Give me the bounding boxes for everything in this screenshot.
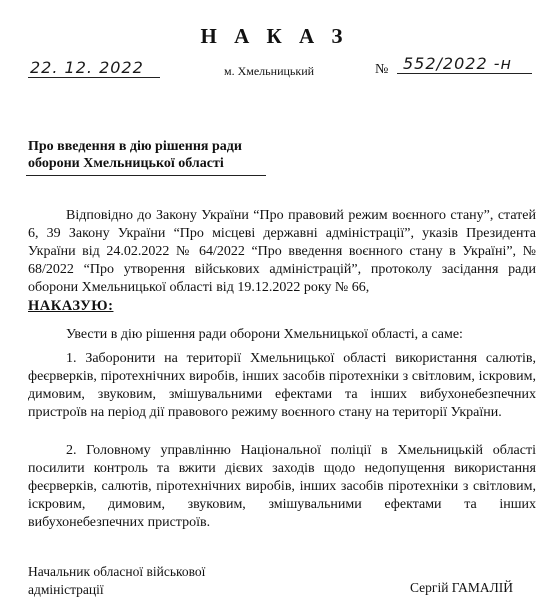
subject-underline	[26, 175, 266, 176]
date-underline	[28, 77, 160, 78]
signatory-position	[28, 563, 228, 599]
document-number	[403, 54, 512, 73]
document-date	[30, 58, 144, 77]
document-title: Н А К А З	[200, 24, 349, 48]
signatory-name: Сергій ГАМАЛІЙ	[410, 580, 514, 595]
position-line-2: адміністрації	[28, 582, 104, 597]
position-line-1: Начальник обласної військової	[28, 564, 206, 579]
intro-paragraph: Увести в дію рішення ради оборони Хмельницької області, а саме:	[66, 327, 463, 342]
order-item-2: 2. Головному управлінню Національної поліції в Хмельницькій області посилити контроль та вжити дієвих заходів щодо недопущення використання феєрверків, салютів, піротехнічних виробів, інших засобів піротехніки з світловим, іскровим, димовим, звуковим, змішувальними ефектами та інших вибухонебезпечних пристроїв.	[28, 443, 536, 530]
number-underline	[397, 73, 532, 74]
order-heading: НАКАЗУЮ:	[28, 298, 114, 314]
preamble-paragraph: Відповідно до Закону України “Про правовий режим воєнного стану”, статей 6, 39 Закону України “Про місцеві державні адміністрації”, указів Президента України від 24.02.2022 № 64/2022 “Про введення воєнного стану в Україні”, № 68/2022 “Про утворення військових адміністрацій”, протоколу засідання ради оборони Хмельницької області від 19.12.2022 року № 66,	[28, 208, 536, 295]
order-item-1: 1. Заборонити на території Хмельницької області використання салютів, феєрверків, піротехнічних виробів, інших засобів піротехніки з світловим, іскровим, димовим, звуковим, змішувальними ефектами та інших вибухонебезпечних пристроїв на період дії правового режиму воєнного стану на території України.	[28, 351, 536, 420]
number-label: №	[375, 62, 389, 77]
document-city: м. Хмельницький	[224, 64, 315, 78]
number-handwritten: 552/2022 -н	[403, 54, 512, 73]
date-handwritten: 22. 12. 2022	[30, 58, 144, 77]
document-subject: Про введення в дію рішення ради оборони Хмельницької області	[28, 139, 242, 171]
